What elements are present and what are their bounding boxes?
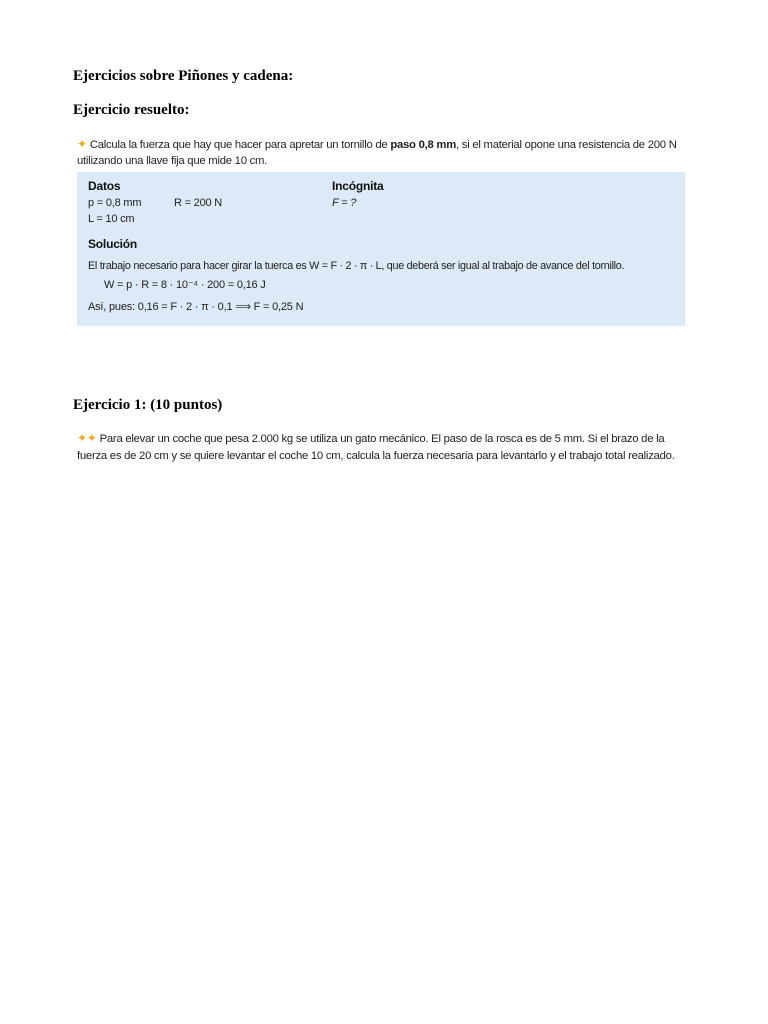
solution-line-1: El trabajo necesario para hacer girar la tuerca es W = F · 2 · π · L, que deberá ser igual al trabajo de avance del tornillo. xyxy=(88,260,625,272)
unknown-F: F = ? xyxy=(332,197,357,209)
solved-exercise-statement xyxy=(77,136,689,169)
document-title: Ejercicios sobre Piñones y cadena: xyxy=(73,68,294,84)
data-R: R = 200 N xyxy=(174,197,223,209)
statement-text-rest: , si el material opone una resistencia de 200 N utilizando una llave fija que mide 10 cm. xyxy=(77,139,677,167)
statement-bold-text: paso 0,8 mm xyxy=(390,139,457,151)
unknown-heading: Incógnita xyxy=(332,179,384,193)
solution-box xyxy=(77,172,685,326)
solution-line-3: Así, pues: 0,16 = F · 2 · π · 0,1 ⟹ F = 0,25 N xyxy=(88,301,304,313)
exercise1-text: Para elevar un coche que pesa 2.000 kg se utiliza un gato mecánico. El paso de la rosca es de 5 mm. Si el brazo de la fuerza es de 20 cm y se quiere levantar el coche 10 cm, calcula la fuerza necesaria para levantarlo y el trabajo total realizado. xyxy=(77,433,675,462)
diamond-icon: ✦ xyxy=(77,137,87,151)
data-L: L = 10 cm xyxy=(88,213,135,225)
solution-heading: Solución xyxy=(88,237,138,251)
solved-exercise-heading: Ejercicio resuelto: xyxy=(73,102,190,118)
statement-text: Calcula la fuerza que hay que hacer para apretar un tornillo de xyxy=(89,139,391,151)
double-diamond-icon: ✦✦ xyxy=(77,431,97,445)
exercise1-heading: Ejercicio 1: (10 puntos) xyxy=(73,397,223,413)
data-p: p = 0,8 mm xyxy=(88,197,142,209)
data-heading: Datos xyxy=(88,179,121,193)
solution-line-2: W = p · R = 8 · 10⁻⁴ · 200 = 0,16 J xyxy=(104,279,266,291)
exercise1-statement xyxy=(77,430,689,465)
